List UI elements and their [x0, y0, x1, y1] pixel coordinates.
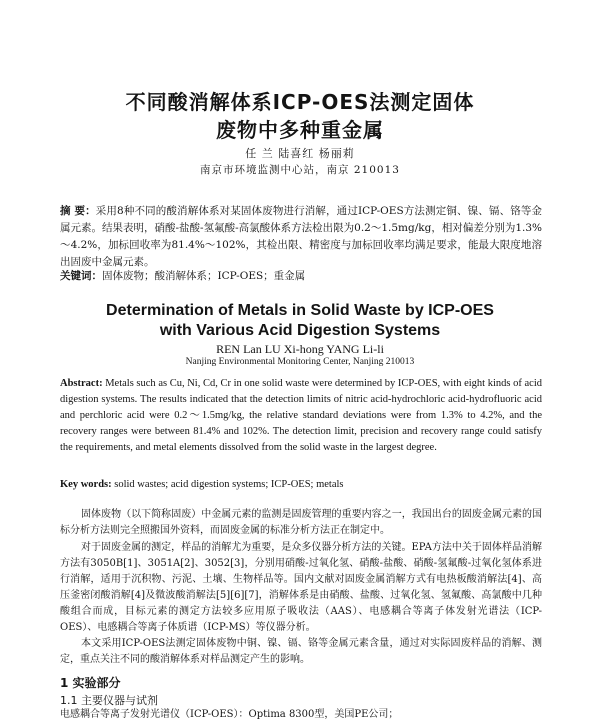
cn-abstract-text: 采用8种不同的酸消解体系对某固体废物进行消解，通过ICP-OES方法测定铜、镍、镉、铬等金属元素。结果表明，硝酸-盐酸-氢氟酸-高氯酸体系方法检出限为0.2～1.5mg/kg，相对偏差分别为1.3%～4.2%，加标回收率为81.4%～102%，其检出限、精密度与加标回收率均满足要求，能最大限度地溶出固废中金属元素。 [60, 205, 543, 268]
cn-authors: 任 兰 陆喜红 杨丽莉 [245, 147, 355, 160]
en-abstract-label: Abstract: [60, 378, 103, 389]
en-abstract [60, 376, 542, 456]
en-abstract-text: Metals such as Cu, Ni, Cd, Cr in one solid waste were determined by ICP-OES, with eight kinds of acid digestion systems. The results indicated that the detection limits of nitric acid-hydrochloric acid-hydrofluoric acid and perchloric acid were 0.2～1.5mg/kg, the relative standard deviations were from 1.3% to 4.2%, and the recovery ranges were between 81.4% and 102%. The detection limit, precision and recovery range could satisfy the requirements, and metal elements dissolved from the solid waste in the largest degree. [60, 378, 543, 453]
section-heading-1: 1 实验部分 [60, 676, 121, 690]
body-paragraph-3: 本文采用ICP-OES法测定固体废物中铜、镍、镉、铬等金属元素含量，通过对实际固废样品的消解、测定，重点关注不同的酸消解体系对样品测定产生的影响。 [60, 638, 542, 665]
en-keywords-label: Key words: [60, 479, 112, 490]
body-paragraph-2: 对于固废金属的测定，样品的消解尤为重要，是众多仪器分析方法的关键。EPA方法中关于固体样品消解方法有3050B[1]、3051A[2]、3052[3]，分别用硝酸-过氧化氢、硝酸-盐酸、硝酸-氢氟酸-过氧化氢体系进行消解，适用于沉积物、污泥、土壤、生物样品等。国内文献对固废金属消解方式有电热板酸消解法[4]、高压釜密闭酸消解[4]及微波酸消解法[5][6][7]，消解体系是由硝酸、盐酸、过氧化氢、氢氟酸、高氯酸中几种酸组合而成，目标元素的测定方法较多应用原子吸收法（AAS）、电感耦合等离子体发射光谱法（ICP-OES）、电感耦合等离子体质谱（ICP-MS）等仪器分析。 [60, 542, 542, 633]
cn-title-line2: 废物中多种重金属 [216, 118, 384, 142]
en-title-line2: with Various Acid Digestion Systems [159, 322, 441, 339]
en-authors: REN Lan LU Xi-hong YANG Li-li [216, 342, 384, 356]
body-paragraph-1: 固体废物（以下简称固废）中金属元素的监测是固废管理的重要内容之一，我国出台的固废金属元素的国标分析方法则完全照搬国外资料，而固废金属的标准分析方法正在制定中。 [60, 509, 542, 536]
cn-title-line1: 不同酸消解体系ICP-OES法测定固体 [125, 90, 475, 114]
en-title-line1: Determination of Metals in Solid Waste by ICP-OES [106, 302, 494, 319]
cn-abstract-label: 摘 要： [60, 205, 96, 217]
section-heading-1-1: 1.1 主要仪器与试剂 [60, 694, 158, 707]
en-affiliation: Nanjing Environmental Monitoring Center, Nanjing 210013 [185, 357, 415, 367]
cn-keywords-label: 关键词： [60, 270, 102, 282]
cn-keywords [60, 268, 542, 285]
instrument-line: 电感耦合等离子发射光谱仪（ICP-OES）：Optima 8300型，美国PE公司； [60, 709, 399, 720]
cn-affiliation: 南京市环境监测中心站，南京 210013 [200, 164, 400, 176]
en-keywords [60, 476, 542, 493]
en-keywords-text: solid wastes; acid digestion systems; ICP-OES; metals [114, 479, 344, 490]
cn-abstract [60, 203, 542, 271]
cn-keywords-text: 固体废物；酸消解体系；ICP-OES；重金属 [102, 270, 306, 282]
